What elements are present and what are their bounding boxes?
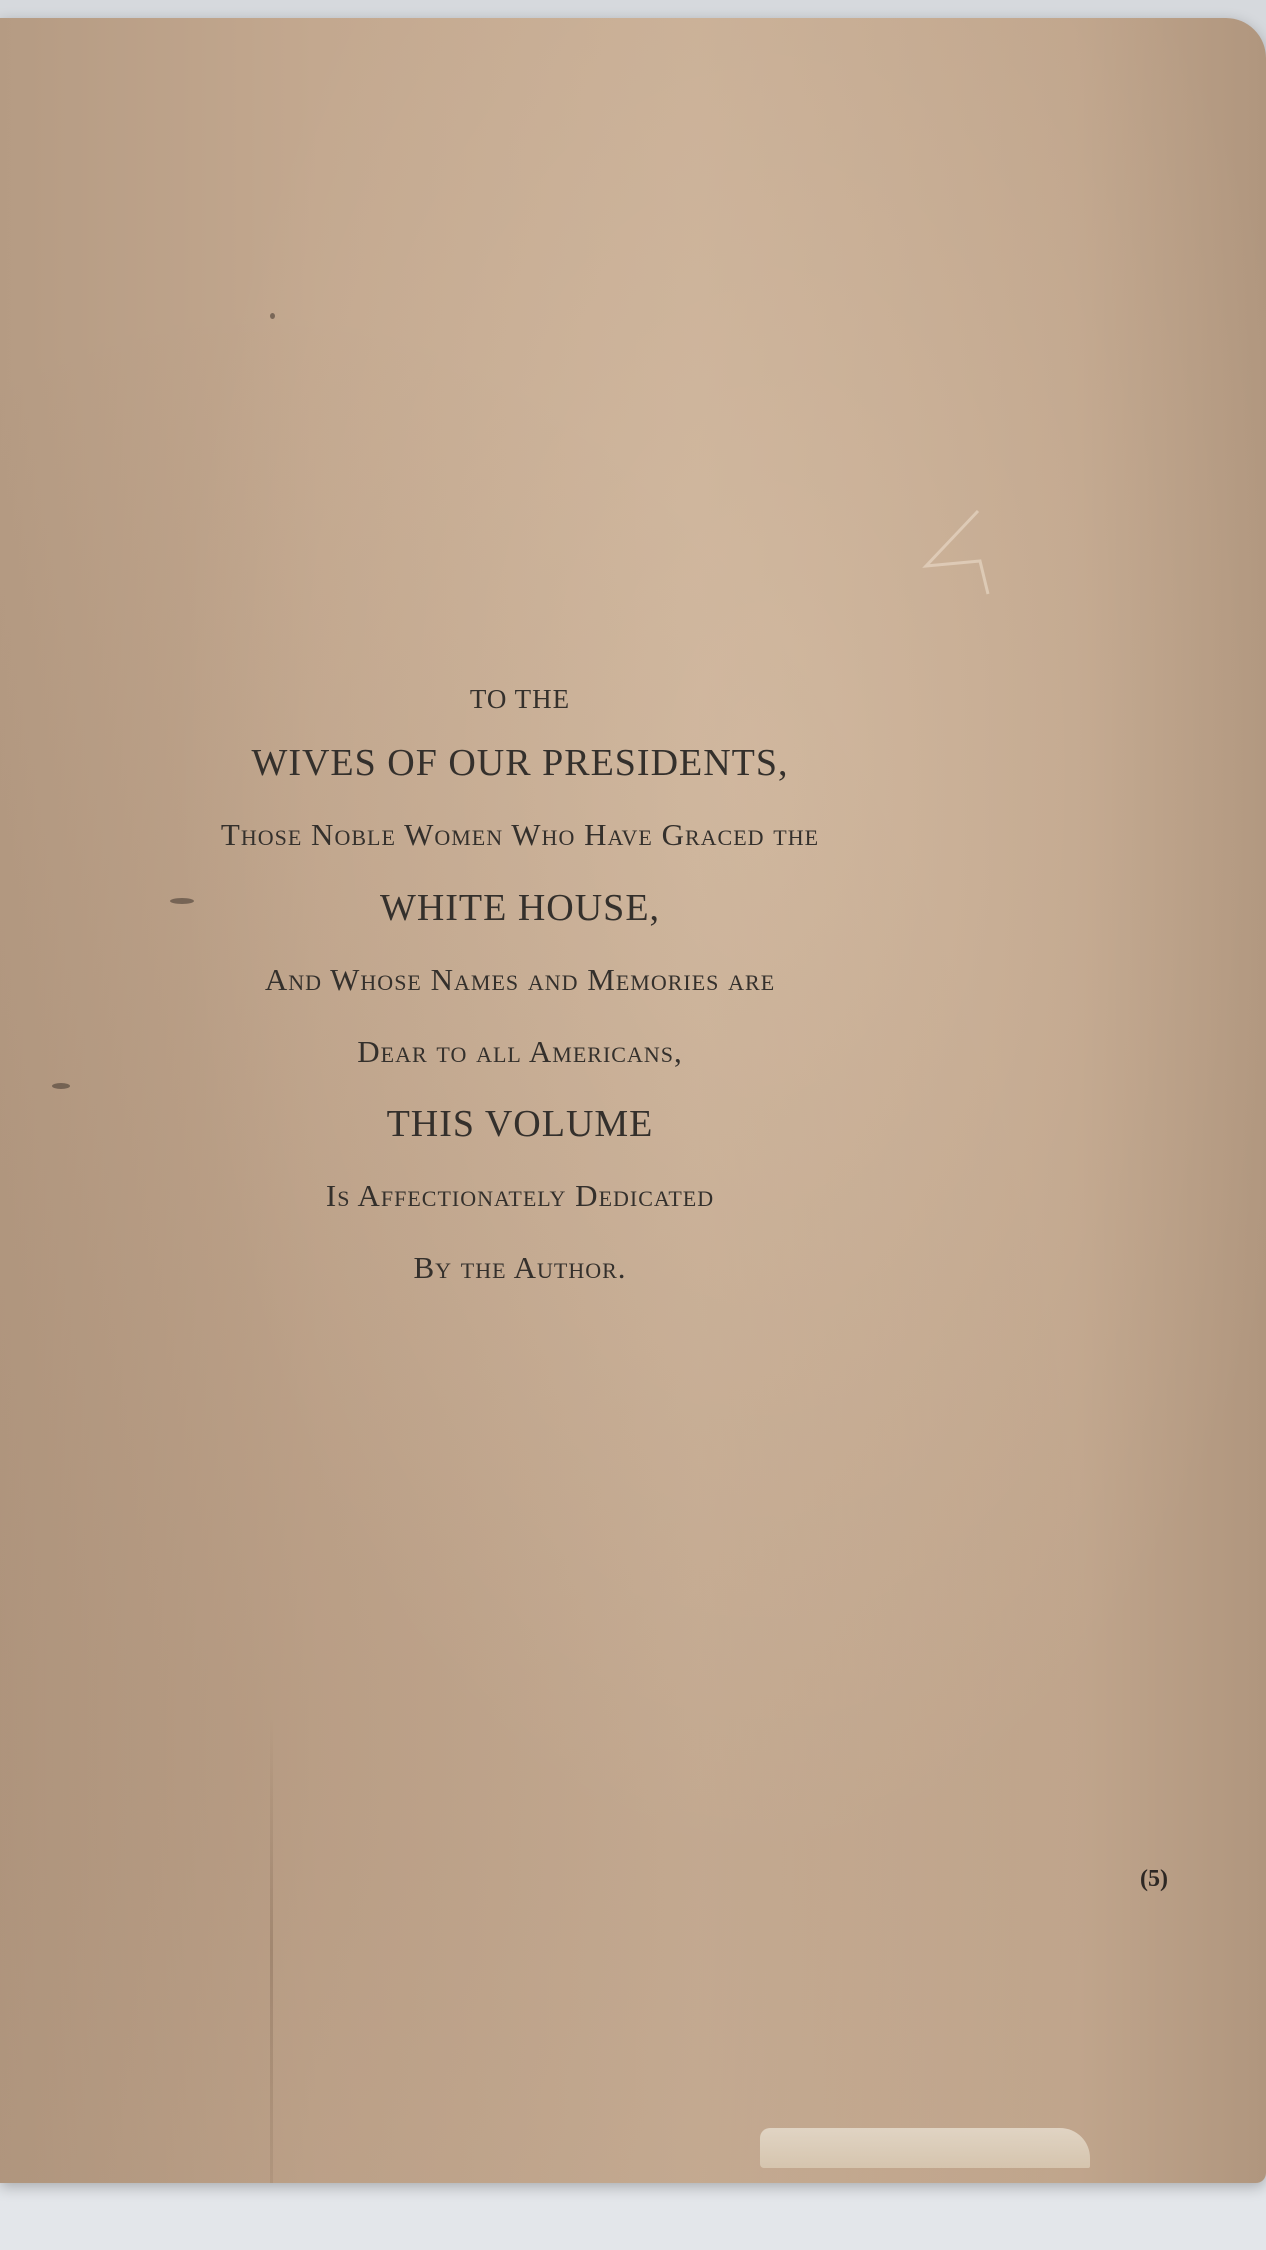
dedication-line-author: By the Author. <box>413 1250 627 1285</box>
ink-speck <box>270 313 275 319</box>
crease-mark <box>918 506 998 596</box>
dedication-line-dedicated: Is Affectionately Dedicated <box>325 1178 715 1213</box>
dedication-line-white-house: WHITE HOUSE, <box>379 887 661 929</box>
page-fold <box>270 1718 273 2183</box>
dedication-line-to-the: TO THE <box>469 684 571 714</box>
dedication-line-names-memories: And Whose Names and Memories are <box>264 962 776 997</box>
dedication-block <box>0 658 1040 1304</box>
dedication-line-wives: WIVES OF OUR PRESIDENTS, <box>251 742 789 784</box>
book-page <box>0 18 1266 2183</box>
dedication-line-this-volume: THIS VOLUME <box>386 1103 654 1145</box>
dedication-line-noble-women: Those Noble Women Who Have Graced the <box>220 817 820 852</box>
torn-edge <box>760 2128 1090 2168</box>
page-number: (5) <box>1140 1866 1168 1892</box>
dedication-line-americans: Dear to all Americans, <box>357 1034 683 1069</box>
